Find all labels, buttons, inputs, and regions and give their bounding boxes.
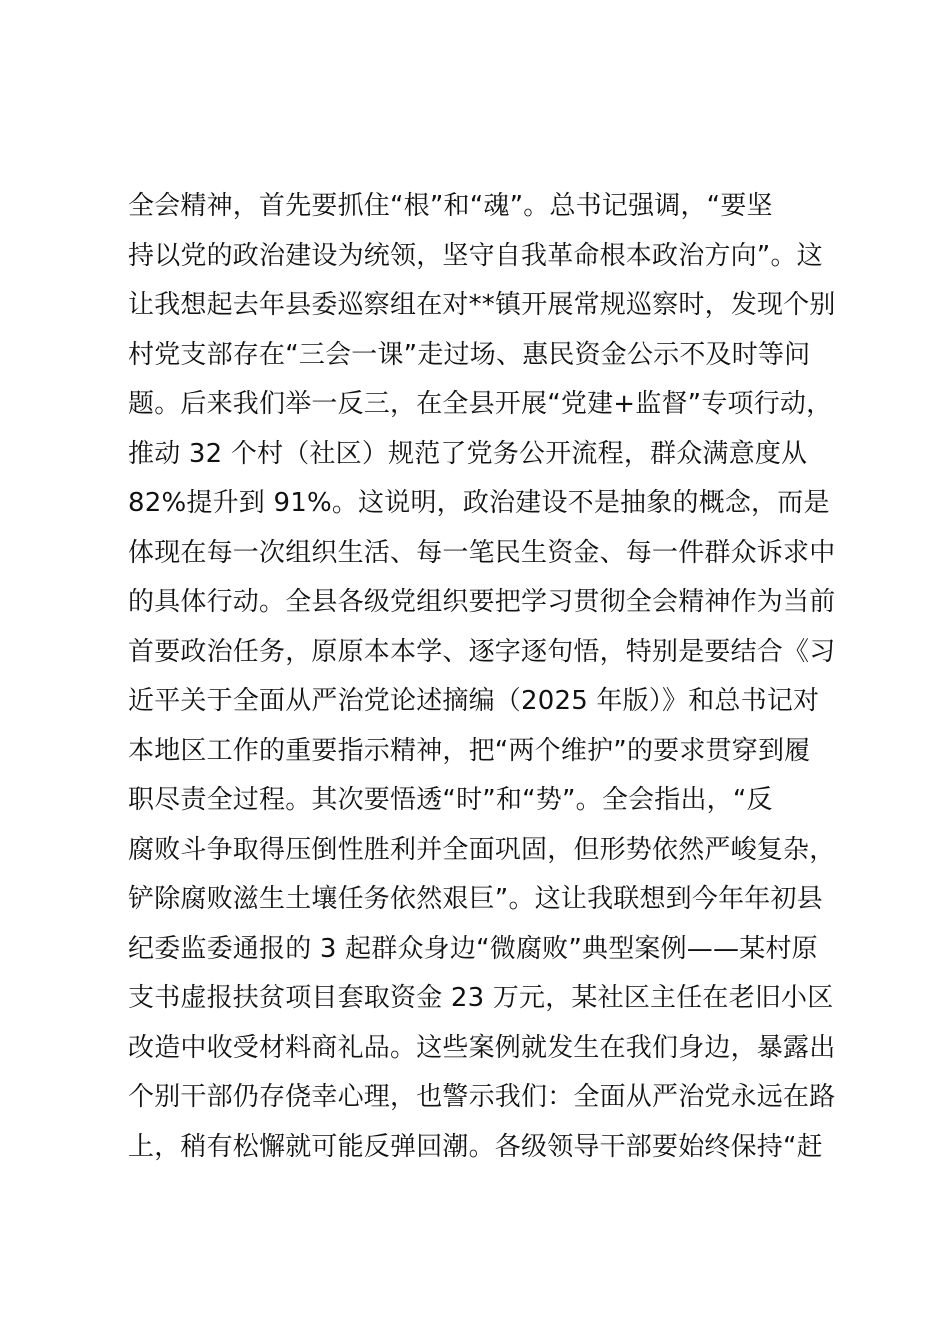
text-line: 让我想起去年县委巡察组在对**镇开展常规巡察时，发现个别 <box>128 290 836 320</box>
text-line: 支书虚报扶贫项目套取资金 23 万元，某社区主任在老旧小区 <box>128 983 834 1013</box>
text-line: 纪委监委通报的 3 起群众身边“微腐败”典型案例——某村原 <box>128 933 818 964</box>
text-line: 本地区工作的重要指示精神，把“两个维护”的要求贯穿到履 <box>128 735 811 766</box>
text-line: 推动 32 个村（社区）规范了党务公开流程，群众满意度从 <box>128 438 808 469</box>
text-line: 近平关于全面从严治党论述摘编（2025 年版）》和总书记对 <box>128 686 820 716</box>
text-line: 上，稍有松懈就可能反弹回潮。各级领导干部要始终保持“赶 <box>128 1131 823 1162</box>
text-line: 个别干部仍存侥幸心理，也警示我们：全面从严治党永远在路 <box>128 1082 836 1112</box>
text-line: 村党支部存在“三会一课”走过场、惠民资金公示不及时等问 <box>128 339 811 370</box>
text-line: 82%提升到 91%。这说明，政治建设不是抽象的概念，而是 <box>128 488 830 518</box>
text-line: 职尽责全过程。其次要悟透“时”和“势”。全会指出，“反 <box>128 785 773 815</box>
text-line: 铲除腐败滋生土壤任务依然艰巨”。这让我联想到今年年初县 <box>128 884 823 914</box>
text-line: 题。后来我们举一反三，在全县开展“党建+监督”专项行动， <box>128 389 833 419</box>
body-paragraph <box>128 182 848 1172</box>
text-line: 的具体行动。全县各级党组织要把学习贯彻全会精神作为当前 <box>128 587 836 617</box>
text-line: 持以党的政治建设为统领，坚守自我革命根本政治方向”。这 <box>128 240 823 271</box>
text-line: 改造中收受材料商礼品。这些案例就发生在我们身边，暴露出 <box>128 1032 836 1063</box>
text-line: 首要政治任务，原原本本学、逐字逐句悟，特别是要结合《习 <box>128 636 836 667</box>
text-line: 全会精神，首先要抓住“根”和“魂”。总书记强调，“要坚 <box>128 191 773 221</box>
text-line: 体现在每一次组织生活、每一笔民生资金、每一件群众诉求中 <box>128 537 836 568</box>
text-line: 腐败斗争取得压倒性胜利并全面巩固，但形势依然严峻复杂， <box>128 834 836 865</box>
